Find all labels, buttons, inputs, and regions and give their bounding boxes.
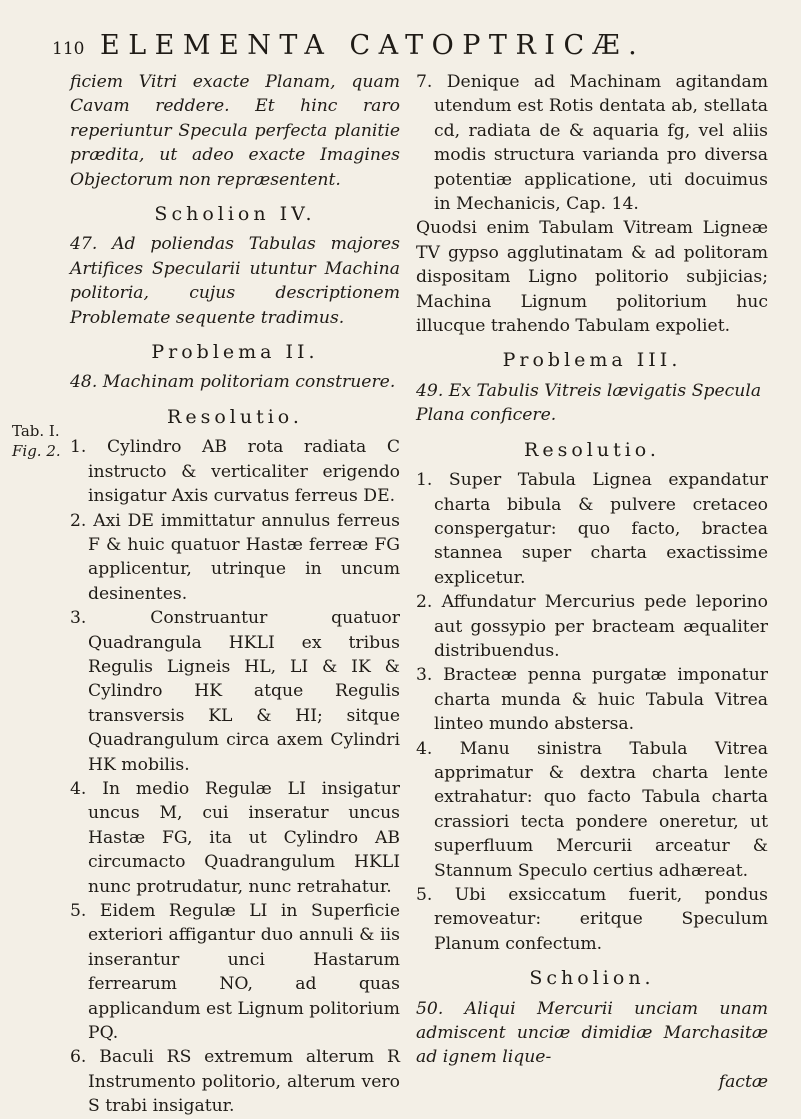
right-step-1: 1. Super Tabula Lignea expandatur charta bibula & pulvere cretaceo conspergatur: quo facto, bractea stannea super charta exactissime explicetur. <box>416 470 768 588</box>
paragraph-47: 47. Ad poliendas Tabulas majores Artifices Specularii utuntur Machina politoria, cujus descriptionem Problemate sequente tradimus. <box>70 234 400 328</box>
left-step-3: 3. Construantur quatuor Quadrangula HKLI ex tribus Regulis Ligneis HL, LI & IK & Cylindro HK atque Regulis transversis KL & HI; sitque Quadrangulum circa axem Cylindri HK mobilis. <box>70 608 400 775</box>
scholion-iv-heading: Scholion IV. <box>154 203 316 226</box>
right-step-5: 5. Ubi exsiccatum fuerit, pondus removeatur: eritque Speculum Planum confectum. <box>416 885 768 954</box>
problema-ii-heading: Problema II. <box>151 341 319 364</box>
catchword: factæ <box>718 1071 768 1092</box>
paragraph-48: 48. Machinam politoriam construere. <box>70 372 396 393</box>
paragraph-7: 7. Denique ad Machinam agitandam utendum est Rotis dentata ab, stellata cd, radiata de & aquaria fg, vel aliis modis structura varianda pro diversa potentiæ applicatione, uti docuimus in Mechanicis, Cap. 14. <box>416 72 768 215</box>
left-column <box>70 70 400 1119</box>
margin-fig-ref: Fig. 2. <box>12 442 61 460</box>
right-step-3: 3. Bracteæ penna purgatæ imponatur charta munda & huic Tabula Vitrea linteo mundo abstersa. <box>416 665 768 735</box>
resolutio-heading-right: Resolutio. <box>524 438 660 461</box>
right-step-2: 2. Affundatur Mercurius pede leporino aut gossypio per bracteam æqualiter distribuendus. <box>416 592 768 661</box>
paragraph-7b: Quodsi enim Tabulam Vitream Ligneæ TV gypso agglutinatam & ad politoram dispositam Ligno politorio subjicias; Machina Lignum politorium huc illucque trahendo Tabulam expoliet. <box>416 218 768 337</box>
page-header <box>52 30 781 66</box>
right-column <box>416 70 768 1094</box>
left-step-1: 1. Cylindro AB rota radiata C instructo & verticaliter erigendo insigatur Axis curvatus ferreus DE. <box>70 437 400 507</box>
right-step-4: 4. Manu sinistra Tabula Vitrea apprimatur & dextra charta lente extrahatur: quo facto Tabula charta crassiori tecta pondere oneretur, ut superfluum Mercurii arceatur & Stannum Speculo certius adhæreat. <box>416 738 768 881</box>
scholion-heading: Scholion. <box>529 967 655 990</box>
paragraph-49: 49. Ex Tabulis Vitreis lævigatis Specula Plana conficere. <box>416 380 762 426</box>
page-number: 110 <box>52 39 85 59</box>
left-step-2: 2. Axi DE immittatur annulus ferreus F & huic quatuor Hastæ ferreæ FG applicentur, utrinque in uncum desinentes. <box>70 510 400 604</box>
margin-tab-ref: Tab. I. <box>12 422 60 440</box>
left-step-5: 5. Eidem Regulæ LI in Superficie exteriori affigantur duo annuli & iis inserantur unci Hastarum ferrearum NO, ad quas applicandum est Lignum politorium PQ. <box>70 901 400 1044</box>
left-step-4: 4. In medio Regulæ LI insigatur uncus M, cui inseratur uncus Hastæ FG, ita ut Cylindro AB circumacto Quadrangulum HKLI nunc protrudatur, nunc retrahatur. <box>70 778 400 897</box>
resolutio-heading-left: Resolutio. <box>167 405 303 428</box>
running-title: ELEMENTA CATOPTRICÆ. <box>100 30 646 61</box>
problema-iii-heading: Problema III. <box>502 349 682 372</box>
intro-paragraph: ficiem Vitri exacte Planam, quam Cavam reddere. Et hinc raro reperiuntur Specula perfecta planitie prædita, ut adeo exacte Imagines Objectorum non repræsentent. <box>70 72 400 190</box>
left-step-6: 6. Baculi RS extremum alterum R Instrumento politorio, alterum vero S trabi insigatur. <box>70 1047 400 1117</box>
paragraph-50: 50. Aliqui Mercurii unciam unam admiscent unciæ dimidiæ Marchasitæ ad ignem lique- <box>416 998 768 1068</box>
